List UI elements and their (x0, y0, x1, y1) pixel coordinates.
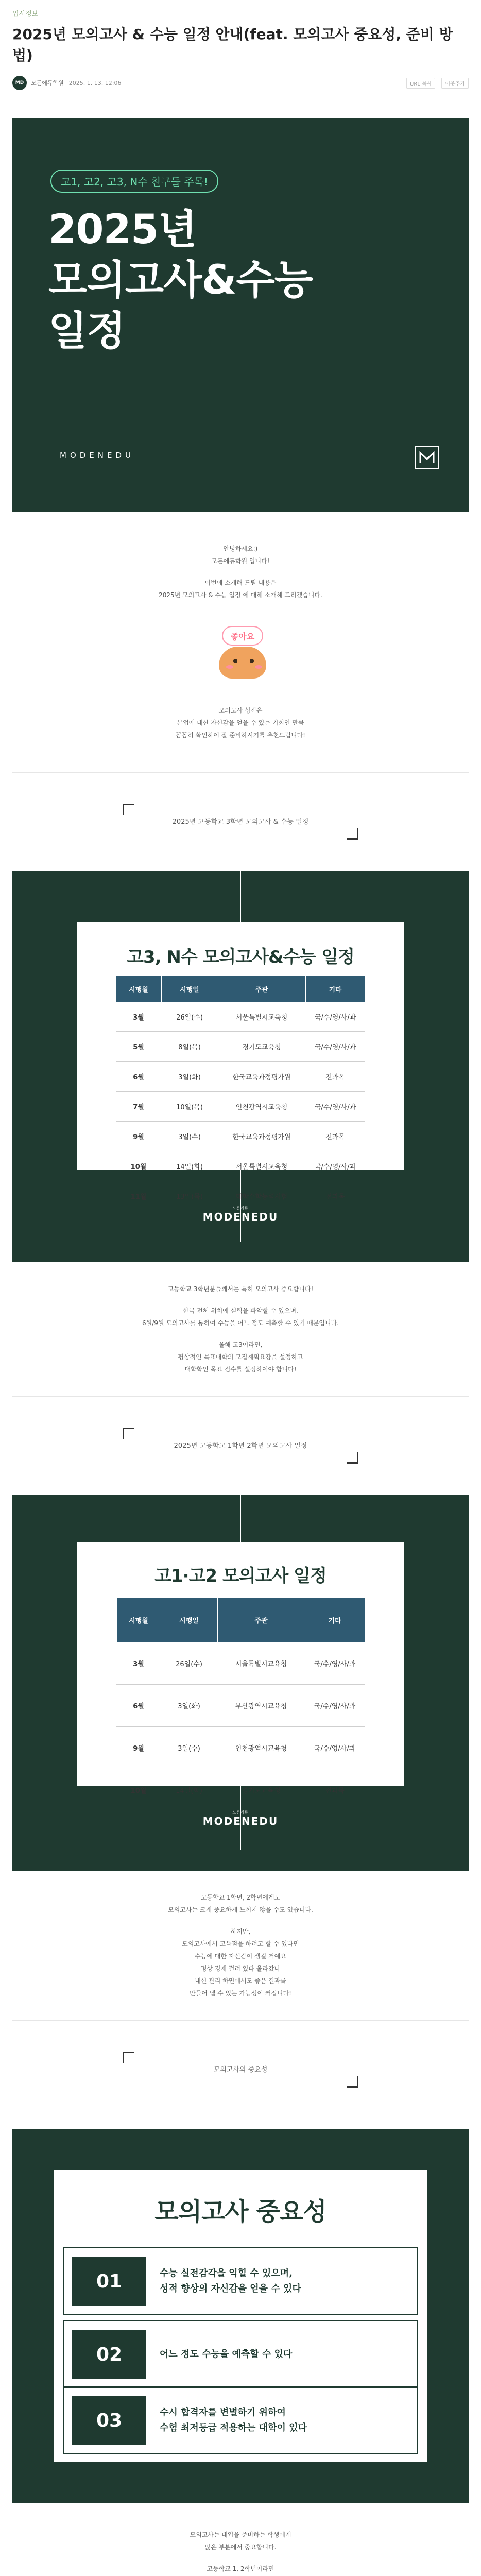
section3-heading (123, 2052, 358, 2088)
table-cell: 전과목 (305, 1122, 365, 1151)
intro-text-2 (0, 704, 481, 741)
table-row (116, 1062, 365, 1092)
intro-line: 이번에 소개해 드릴 내용은 (204, 579, 277, 587)
intro-line: 2025년 모의고사 & 수능 일정 에 대해 소개해 드리겠습니다. (159, 591, 322, 599)
table-cell: 국/수/영/사/과 (305, 1727, 365, 1769)
junior-schedule-title: 고1·고2 모의고사 일정 (154, 1566, 327, 1587)
table-cell: 국/수/영/사/과 (305, 1685, 365, 1727)
table-cell: 8일(목) (161, 1032, 218, 1062)
table-header-cell: 시행월 (116, 1598, 161, 1642)
table-header-cell: 주관 (218, 976, 305, 1002)
hero-banner (12, 118, 469, 512)
table-header-cell: 기타 (305, 976, 365, 1002)
table-cell: 인천광역시교육청 (217, 1727, 305, 1769)
importance-card (54, 2170, 427, 2462)
table-cell: 3월 (116, 1642, 161, 1685)
table-cell: 3월 (116, 1002, 161, 1032)
body-line: 평상적인 목표대학의 모집계획요강을 설정하고 (178, 1353, 303, 1361)
importance-title: 모의고사 중요성 (154, 2197, 327, 2227)
table-row (116, 1032, 365, 1062)
body-line (0, 1916, 481, 1925)
senior-schedule-card (77, 922, 404, 1201)
table-cell: 전과목 (305, 1769, 365, 1811)
body-line (0, 2553, 481, 2563)
table-cell: 전과목 (305, 1181, 365, 1211)
post-title: 2025년 모의고사 & 수능 일정 안내(feat. 모의고사 중요성, 준비 방법) (12, 26, 453, 64)
junior-schedule-panel (12, 1495, 469, 1871)
table-cell: 부산광역시교육청 (217, 1685, 305, 1727)
table-cell: 5월 (116, 1032, 161, 1062)
table-header-row (116, 976, 365, 1002)
bracket-bottom-right-icon (347, 828, 358, 840)
bracket-top-left-icon (123, 804, 134, 815)
section2-heading-text: 2025년 고등학교 1학년 2학년 모의고사 일정 (174, 1442, 307, 1450)
panel-brand-text: MODENEDU (202, 1815, 279, 1828)
table-header-cell: 주관 (217, 1598, 305, 1642)
table-cell: 10일(목) (161, 1092, 218, 1122)
panel-brand (12, 1206, 469, 1223)
table-cell: 10월 (116, 1151, 161, 1181)
importance-panel (12, 2129, 469, 2503)
table-cell: 한국교육과정평가원 (218, 1062, 305, 1092)
url-copy-button[interactable]: URL 복사 (406, 78, 435, 89)
add-neighbor-button[interactable]: 이웃추가 (441, 78, 469, 89)
panel-brand (12, 1810, 469, 1827)
author-name[interactable]: 모든에듀학원 (31, 80, 64, 87)
body-line: 대학학인 목표 점수를 설정하여야 합니다! (184, 1366, 297, 1374)
body-line (0, 1329, 481, 1338)
importance-item (63, 2320, 418, 2388)
importance-item (63, 2386, 418, 2454)
senior-schedule-title: 고3, N수 모의고사&수능 일정 (127, 947, 354, 968)
hero-title-line3: 일정 (48, 308, 125, 354)
importance-line: 어느 정도 수능을 예측할 수 있다 (160, 2348, 293, 2360)
post-date: 2025. 1. 13. 12:06 (68, 79, 122, 87)
table-cell: 국/수/영/사/과 (305, 1151, 365, 1181)
body-line: 모의고사에서 고득점을 하려고 할 수 있다면 (182, 1940, 299, 1948)
junior-schedule-table (116, 1598, 365, 1811)
table-cell: 9월 (116, 1122, 161, 1151)
table-cell: 7월 (116, 1092, 161, 1122)
table-cell: 국/수/영/사/과 (305, 1092, 365, 1122)
section3-after-text (0, 2529, 481, 2576)
table-cell: 9월 (116, 1727, 161, 1769)
body-line: 모의고사는 대입을 준비하는 학생에게 (190, 2531, 291, 2539)
body-line: 만들어 낼 수 있는 가능성이 커집니다! (190, 1990, 291, 1997)
body-line (0, 1295, 481, 1304)
importance-line: 성적 향상의 자신감을 얻을 수 있다 (160, 2283, 301, 2295)
body-line: 하지만, (230, 1928, 251, 1936)
table-cell: 국/수/영/사/과 (305, 1032, 365, 1062)
body-line: 한국 전체 위치에 실력을 파악할 수 있으며, (183, 1307, 298, 1315)
table-header-cell: 시행일 (161, 1598, 217, 1642)
importance-number: 02 (72, 2330, 146, 2379)
table-cell: 경기도교육청 (217, 1769, 305, 1811)
panel-brand-korean: 모든에듀 (232, 1810, 249, 1815)
table-row (116, 1092, 365, 1122)
junior-schedule-card (77, 1542, 404, 1795)
table-cell: 3일(수) (161, 1727, 217, 1769)
body-line: 고등학교 3학년분들께서는 특히 모의고사 중요합니다! (167, 1285, 314, 1293)
senior-schedule-panel (12, 871, 469, 1262)
table-cell: 서울특별시교육청 (218, 1002, 305, 1032)
body-line: 고등학교 1학년, 2학년에게도 (200, 1894, 281, 1902)
table-cell: 14일(화) (161, 1151, 218, 1181)
importance-text (160, 2347, 292, 2363)
section2-heading (123, 1428, 358, 1464)
table-row (116, 1151, 365, 1181)
table-cell: 11월 (116, 1181, 161, 1211)
panel-brand-korean: 모든에듀 (232, 1206, 249, 1211)
body-line: 내신 관리 하면에서도 좋은 결과를 (195, 1977, 286, 1985)
body-line: 모의고사는 크게 중요하게 느끼지 않을 수도 있습니다. (168, 1906, 313, 1914)
table-cell: 10월 (116, 1769, 161, 1811)
table-row (116, 1727, 365, 1769)
intro-text (0, 543, 481, 601)
intro-line: 모의고사 성적은 (218, 707, 263, 715)
table-header-cell: 기타 (305, 1598, 365, 1642)
table-row (116, 1642, 365, 1685)
importance-line: 수험 최저등급 적용하는 대학이 있다 (160, 2422, 307, 2434)
brand-logo-icon (415, 446, 439, 469)
post-header (0, 0, 481, 91)
section2-after-text (0, 1891, 481, 1999)
importance-line: 수시 합격자를 변별하기 위하여 (160, 2406, 286, 2418)
panel-brand-text: MODENEDU (202, 1211, 279, 1224)
table-cell: 인천광역시교육청 (218, 1092, 305, 1122)
bracket-bottom-right-icon (347, 1452, 358, 1464)
table-cell: 서울특별시교육청 (217, 1642, 305, 1685)
table-cell: 국/수/영/사/과 (305, 1002, 365, 1032)
section1-after-text (0, 1283, 481, 1376)
senior-schedule-table (116, 976, 366, 1211)
intro-line: 본업에 대한 자신감을 얻을 수 있는 기회인 만큼 (177, 719, 304, 727)
table-cell: 한국교육과정평가원 (218, 1122, 305, 1151)
hero-title-line1: 2025년 (48, 207, 197, 253)
bracket-top-left-icon (123, 1428, 134, 1439)
table-header-row (116, 1598, 365, 1642)
sticker-bubble: 좋아요 (222, 626, 263, 646)
post-meta (12, 75, 469, 91)
table-cell: 13일(목) (161, 1181, 218, 1211)
table-row (116, 1769, 365, 1811)
importance-line: 수능 실전감각을 익힐 수 있으며, (160, 2267, 293, 2279)
hero-title-line2: 모의고사&수능 (48, 257, 313, 304)
avatar[interactable]: MD (12, 76, 27, 90)
body-line: 고등학교 1, 2학년이라면 (207, 2565, 274, 2573)
intro-line: 안녕하세요:) (223, 545, 258, 553)
section3-heading-text: 모의고사의 중요성 (213, 2066, 268, 2074)
hero-title (48, 205, 313, 357)
table-cell: 대학수학능력시험 (218, 1181, 305, 1211)
table-cell: 6월 (116, 1062, 161, 1092)
body-line: 6월/9월 모의고사를 통하여 수능을 어느 정도 예측할 수 있기 때문입니다. (142, 1319, 339, 1327)
hero-brand: MODENEDU (60, 451, 135, 461)
importance-number: 03 (72, 2396, 146, 2445)
bracket-top-left-icon (123, 2052, 134, 2063)
section1-heading-text: 2025년 고등학교 3학년 모의고사 & 수능 일정 (172, 818, 309, 826)
hero-pill: 고1, 고2, 고3, N수 친구들 주목! (50, 170, 218, 193)
importance-text (160, 2405, 307, 2436)
table-row (116, 1685, 365, 1727)
importance-number: 01 (72, 2257, 146, 2306)
table-header-cell: 시행일 (161, 976, 218, 1002)
body-line: 올해 고3이라면, (218, 1341, 263, 1349)
table-cell: 3일(화) (161, 1685, 217, 1727)
table-cell: 6월 (116, 1685, 161, 1727)
category-link[interactable]: 입시정보 (12, 10, 39, 18)
table-cell: 전과목 (305, 1062, 365, 1092)
body-line: 수능에 대한 자신감이 생길 거예요 (195, 1953, 286, 1960)
body-line: 많은 부분에서 중요합니다. (204, 2544, 277, 2551)
body-line: 평상 경제 걸려 있다 올라갔나 (200, 1965, 281, 1973)
section1-heading (123, 804, 358, 840)
table-cell: 26일(수) (161, 1642, 217, 1685)
table-header-cell: 시행월 (116, 976, 161, 1002)
bracket-bottom-right-icon (347, 2076, 358, 2088)
importance-item (63, 2247, 418, 2315)
intro-line: 꼼꼼히 확인하여 잘 준비하시기를 추천드립니다! (176, 732, 305, 739)
table-cell: 경기도교육청 (218, 1032, 305, 1062)
table-cell: 3일(수) (161, 1122, 218, 1151)
table-cell: 3일(화) (161, 1062, 218, 1092)
table-row (116, 1002, 365, 1032)
importance-text (160, 2266, 301, 2297)
like-sticker (210, 622, 271, 684)
table-cell: 국/수/영/사/과 (305, 1642, 365, 1685)
table-row (116, 1122, 365, 1151)
table-cell: 26일(수) (161, 1002, 218, 1032)
table-cell: 서울특별시교육청 (218, 1151, 305, 1181)
intro-line: 모든에듀학원 입니다! (211, 557, 270, 565)
table-cell: 14일(화) (161, 1769, 217, 1811)
sticker-face-icon (219, 647, 266, 679)
